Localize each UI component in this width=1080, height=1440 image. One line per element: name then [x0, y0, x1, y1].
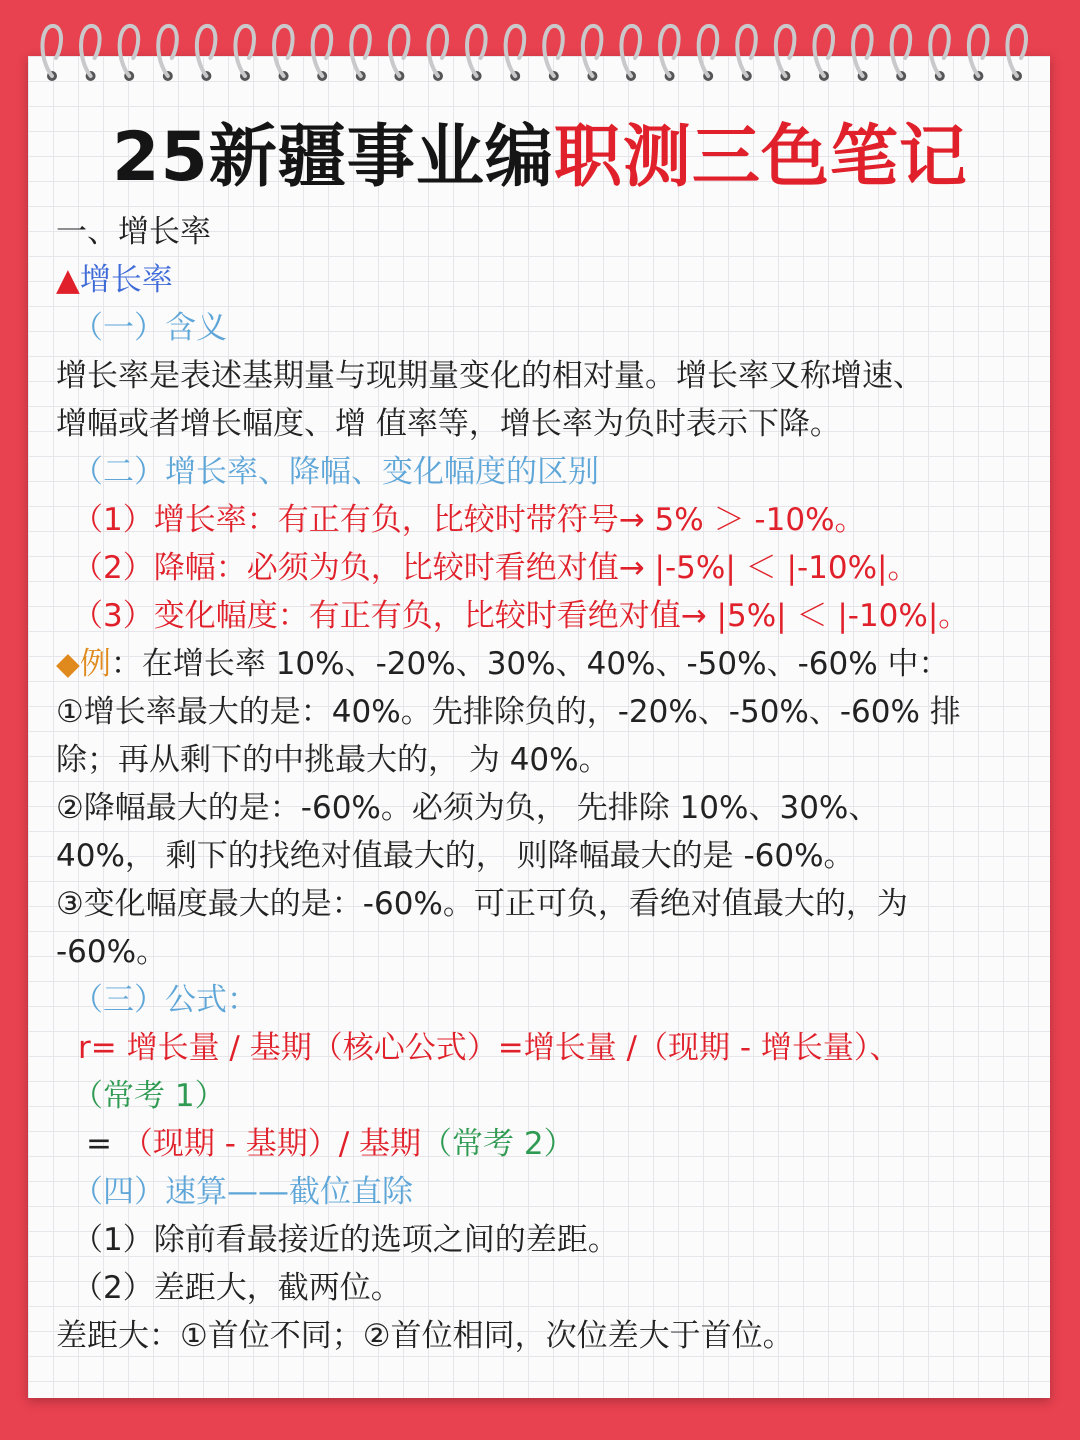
title-part-black: 25新疆事业编: [112, 118, 554, 197]
section-quick-calc: （四）速算——截位直除: [72, 1174, 413, 1210]
heading-growth-rate: 一、增长率: [56, 214, 211, 250]
quick-calc-step-2: （2）差距大，截两位。: [72, 1270, 402, 1306]
example-line: ③变化幅度最大的是：-60%。可正可负，看绝对值最大的，为: [56, 886, 908, 922]
subheading-growth-rate: [56, 256, 1041, 304]
title-part-red: 职测三色笔记: [553, 118, 968, 197]
example-line: 40%， 剩下的找绝对值最大的， 则降幅最大的是 -60%。: [56, 838, 855, 874]
section-meaning: （一）含义: [72, 310, 227, 346]
example-line: ①增长率最大的是：40%。先排除负的，-20%、-50%、-60% 排: [56, 694, 961, 730]
example-label: 例: [79, 646, 111, 682]
formula-line-1: r= 增长量 / 基期（核心公式）=增长量 /（现期 - 增长量）、: [78, 1030, 901, 1066]
example-text: ：在增长率 10%、-20%、30%、40%、-50%、-60% 中：: [110, 646, 950, 682]
rule-decline: （2）降幅：必须为负，比较时看绝对值→ |-5%| ＜ |-10%|。: [72, 550, 919, 586]
formula-note-2: （常考 2）: [421, 1126, 575, 1162]
section-difference: （二）增长率、降幅、变化幅度的区别: [72, 454, 599, 490]
equals-sign: =: [86, 1126, 122, 1162]
example-line: -60%。: [56, 934, 168, 970]
paragraph-line: 增长率是表述基期量与现期量变化的相对量。增长率又称增速、: [56, 358, 924, 394]
formula-2-main: （现期 - 基期）/ 基期: [121, 1126, 422, 1162]
rule-growth-rate: （1）增长率：有正有负，比较时带符号→ 5% ＞ -10%。: [72, 502, 866, 538]
notes-body: [56, 208, 1041, 1360]
page-title: [0, 118, 1080, 198]
paragraph-line: 增幅或者增长幅度、增 值率等，增长率为负时表示下降。: [56, 406, 841, 442]
example-line: ②降幅最大的是：-60%。必须为负， 先排除 10%、30%、: [56, 790, 880, 826]
triangle-icon: ▲: [56, 262, 80, 298]
formula-note-1: （常考 1）: [72, 1078, 226, 1114]
subheading-label: 增长率: [79, 262, 173, 298]
quick-calc-step-1: （1）除前看最接近的选项之间的差距。: [72, 1222, 619, 1258]
example-line: 除；再从剩下的中挑最大的， 为 40%。: [56, 742, 610, 778]
section-formula: （三）公式：: [72, 982, 258, 1018]
diamond-icon: ◆: [56, 646, 80, 682]
quick-calc-note: 差距大：①首位不同；②首位相同，次位差大于首位。: [56, 1318, 794, 1354]
rule-change-range: （3）变化幅度：有正有负，比较时看绝对值→ |5%| ＜ |-10%|。: [72, 598, 970, 634]
formula-line-2: [56, 1120, 1041, 1168]
example-intro: [56, 640, 1041, 688]
